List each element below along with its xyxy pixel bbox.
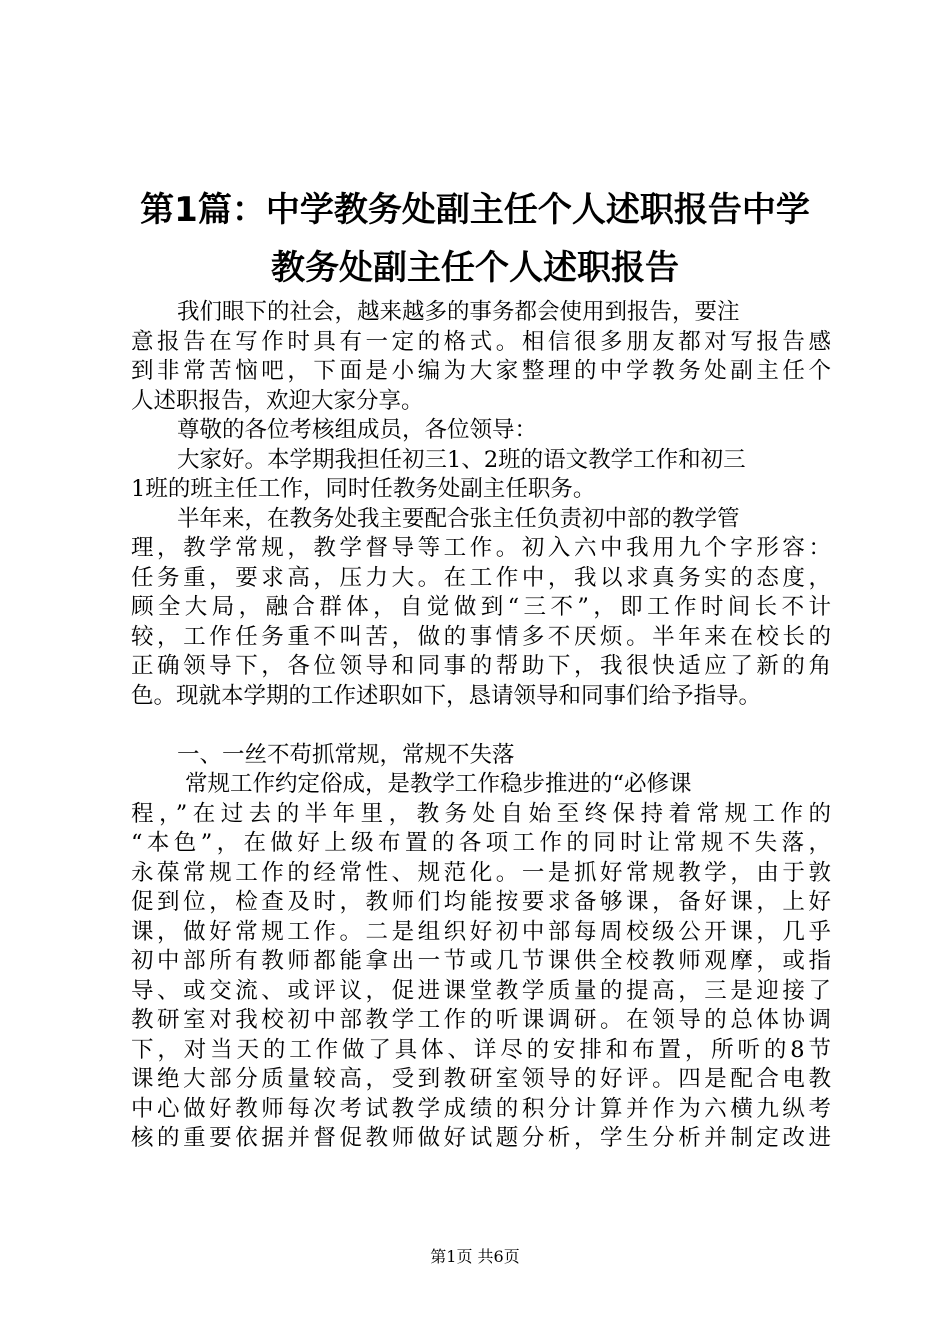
paragraph-line: 导、或交流、或评议，促进课堂教学质量的提高，三是迎接了 [131, 977, 831, 1004]
paragraph-line: 大家好。本学期我担任初三1、2班的语文教学工作和初三 [177, 446, 746, 473]
document-body [131, 298, 831, 1154]
paragraph-line: 顾全大局，融合群体，自觉做到“三不”，即工作时间长不计 [131, 594, 831, 620]
paragraph-gap [131, 711, 831, 741]
paragraph-line: 我们眼下的社会，越来越多的事务都会使用到报告，要注 [177, 299, 740, 325]
paragraph-line: 下，对当天的工作做了具体、详尽的安排和布置，所听的8节 [131, 1036, 831, 1063]
paragraph-line: 理，教学常规，教学督导等工作。初入六中我用九个字形容： [131, 535, 831, 561]
paragraph-line: 到非常苦恼吧，下面是小编为大家整理的中学教务处副主任个 [131, 358, 831, 384]
document-title-line-1: 第1篇：中学教务处副主任个人述职报告中学 [140, 190, 810, 230]
paragraph-line: 核的重要依据并督促教师做好试题分析，学生分析并制定改进 [131, 1125, 831, 1151]
paragraph-line: 课，做好常规工作。二是组织好初中部每周校级公开课，几乎 [131, 918, 831, 945]
paragraph-line: “本色”，在做好上级布置的各项工作的同时让常规不失落， [131, 830, 831, 856]
paragraph-line: 教研室对我校初中部教学工作的听课调研。在领导的总体协调 [131, 1007, 831, 1033]
page-footer: 第1页 共6页 [430, 1247, 520, 1266]
paragraph-line: 中心做好教师每次考试教学成绩的积分计算并作为六横九纵考 [131, 1095, 831, 1122]
paragraph-line: 1班的班主任工作，同时任教务处副主任职务。 [131, 476, 596, 502]
document-title-line-2: 教务处副主任个人述职报告 [271, 248, 679, 288]
paragraph-line: 永葆常规工作的经常性、规范化。一是抓好常规教学，由于敦 [131, 859, 831, 886]
paragraph-line: 人述职报告，欢迎大家分享。 [131, 387, 424, 414]
paragraph-line: 课绝大部分质量较高，受到教研室领导的好评。四是配合电教 [131, 1066, 831, 1092]
paragraph-line: 色。现就本学期的工作述职如下，恳请领导和同事们给予指导。 [131, 682, 762, 709]
paragraph-line: 促到位，检查及时，教师们均能按要求备够课，备好课，上好 [131, 889, 831, 915]
paragraph-line: 常规工作约定俗成，是教学工作稳步推进的“必修课 [185, 771, 692, 797]
paragraph-line: 程，”在过去的半年里，教务处自始至终保持着常规工作的 [131, 800, 831, 827]
paragraph-line: 半年来，在教务处我主要配合张主任负责初中部的教学管 [177, 505, 740, 532]
paragraph-line: 较，工作任务重不叫苦，做的事情多不厌烦。半年来在校长的 [131, 623, 831, 650]
salutation-line: 尊敬的各位考核组成员，各位领导： [177, 417, 538, 443]
paragraph-line: 任务重，要求高，压力大。在工作中，我以求真务实的态度， [131, 564, 831, 591]
section-heading: 一、一丝不苟抓常规，常规不失落 [177, 741, 515, 768]
paragraph-line: 正确领导下，各位领导和同事的帮助下，我很快适应了新的角 [131, 653, 831, 679]
paragraph-line: 初中部所有教师都能拿出一节或几节课供全校教师观摩，或指 [131, 948, 831, 974]
paragraph-line: 意报告在写作时具有一定的格式。相信很多朋友都对写报告感 [131, 328, 831, 355]
